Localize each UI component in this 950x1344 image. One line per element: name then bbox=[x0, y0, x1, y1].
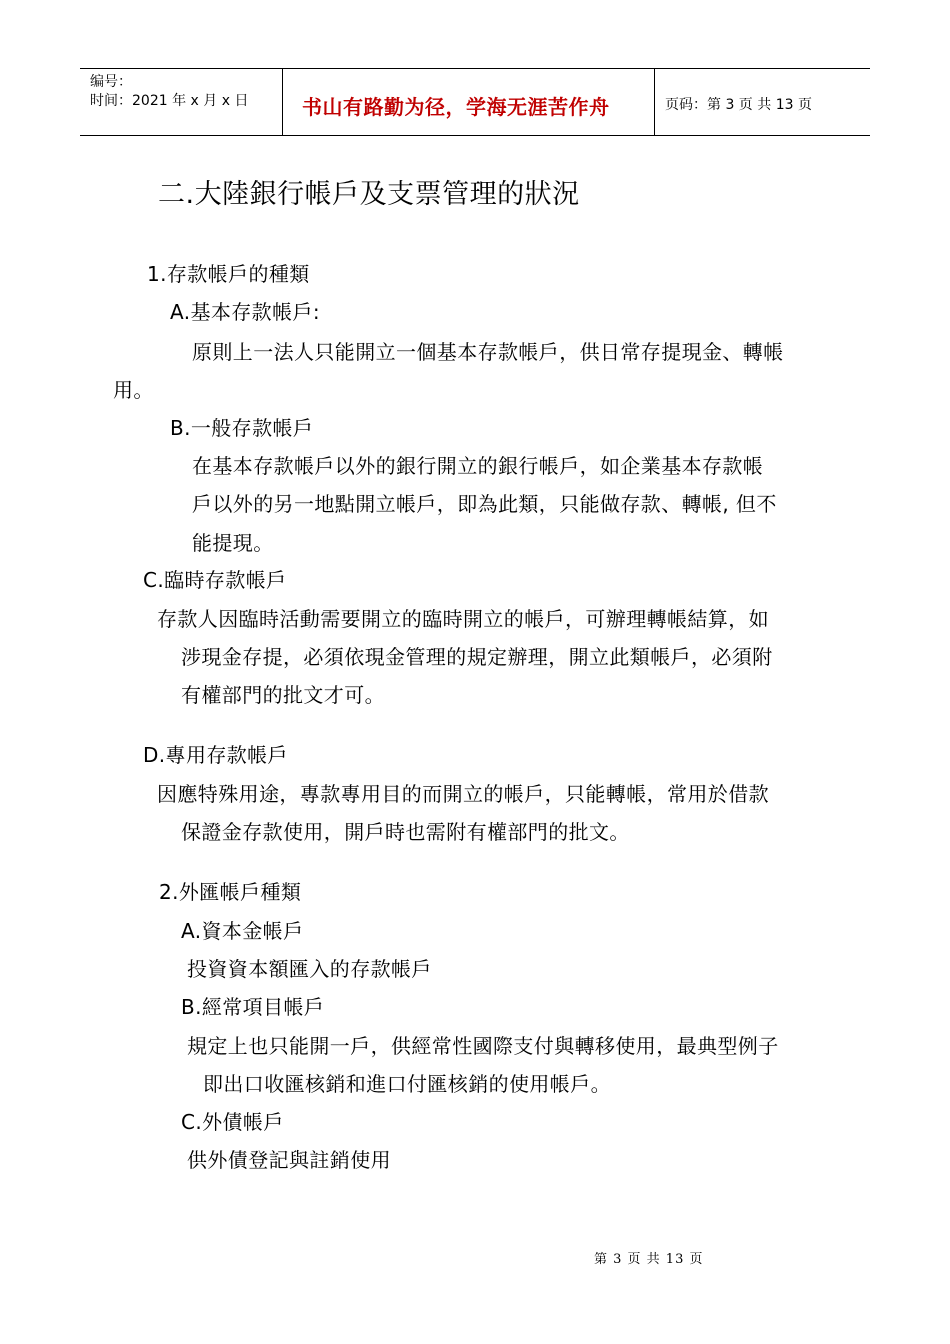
subsection-heading: B.經常項目帳戶 bbox=[181, 995, 325, 1019]
paragraph-line: 規定上也只能開一戶，供經常性國際支付與轉移使用，最典型例子 bbox=[187, 1034, 779, 1058]
paragraph-line: 存款人因臨時活動需要開立的臨時開立的帳戶，可辦理轉帳結算，如 bbox=[157, 607, 769, 631]
header-bottom-border bbox=[80, 135, 870, 136]
paragraph-line: 保證金存款使用，開戶時也需附有權部門的批文。 bbox=[181, 820, 630, 844]
paragraph-line: 有權部門的批文才可。 bbox=[181, 683, 385, 707]
header-time-label: 时间：2021 年 x 月 x 日 bbox=[90, 93, 249, 109]
header-motto: 书山有路勤为径，学海无涯苦作舟 bbox=[302, 95, 610, 119]
paragraph-line: 涉現金存提，必須依現金管理的規定辦理，開立此類帳戶，必須附 bbox=[181, 645, 773, 669]
header-code-label: 编号： bbox=[90, 74, 132, 90]
subsection-heading: C.外債帳戶 bbox=[181, 1110, 284, 1134]
header-page-info: 页码：第 3 页 共 13 页 bbox=[665, 97, 812, 113]
paragraph-line: 戶以外的另一地點開立帳戶，即為此類，只能做存款、轉帳, 但不 bbox=[192, 492, 777, 516]
subsection-heading: D.專用存款帳戶 bbox=[143, 743, 288, 767]
section-heading: 1.存款帳戶的種類 bbox=[147, 262, 310, 286]
page-title: 二.大陸銀行帳戶及支票管理的狀況 bbox=[158, 179, 580, 210]
paragraph-line: 能提現。 bbox=[192, 531, 274, 555]
section-heading: 2.外匯帳戶種類 bbox=[159, 880, 302, 904]
paragraph-line: 即出口收匯核銷和進口付匯核銷的使用帳戶。 bbox=[203, 1072, 611, 1096]
subsection-heading: B.一般存款帳戶 bbox=[170, 416, 314, 440]
header-top-border bbox=[80, 68, 870, 69]
paragraph-line: 用。 bbox=[113, 378, 154, 402]
paragraph-line: 因應特殊用途，專款專用目的而開立的帳戶，只能轉帳，常用於借款 bbox=[157, 782, 769, 806]
subsection-heading: A.資本金帳戶 bbox=[181, 919, 304, 943]
subsection-heading: C.臨時存款帳戶 bbox=[143, 568, 287, 592]
header-divider bbox=[654, 68, 655, 136]
paragraph-line: 原則上一法人只能開立一個基本存款帳戶，供日常存提現金、轉帳 bbox=[192, 340, 784, 364]
page-header bbox=[80, 68, 870, 136]
page-footer: 第 3 页 共 13 页 bbox=[594, 1252, 704, 1267]
header-divider bbox=[282, 68, 283, 136]
paragraph-line: 在基本存款帳戶以外的銀行開立的銀行帳戶，如企業基本存款帳 bbox=[192, 454, 764, 478]
paragraph-line: 投資資本額匯入的存款帳戶 bbox=[187, 957, 432, 981]
subsection-heading: A.基本存款帳戶: bbox=[170, 300, 321, 324]
paragraph-line: 供外債登記與註銷使用 bbox=[187, 1148, 391, 1172]
